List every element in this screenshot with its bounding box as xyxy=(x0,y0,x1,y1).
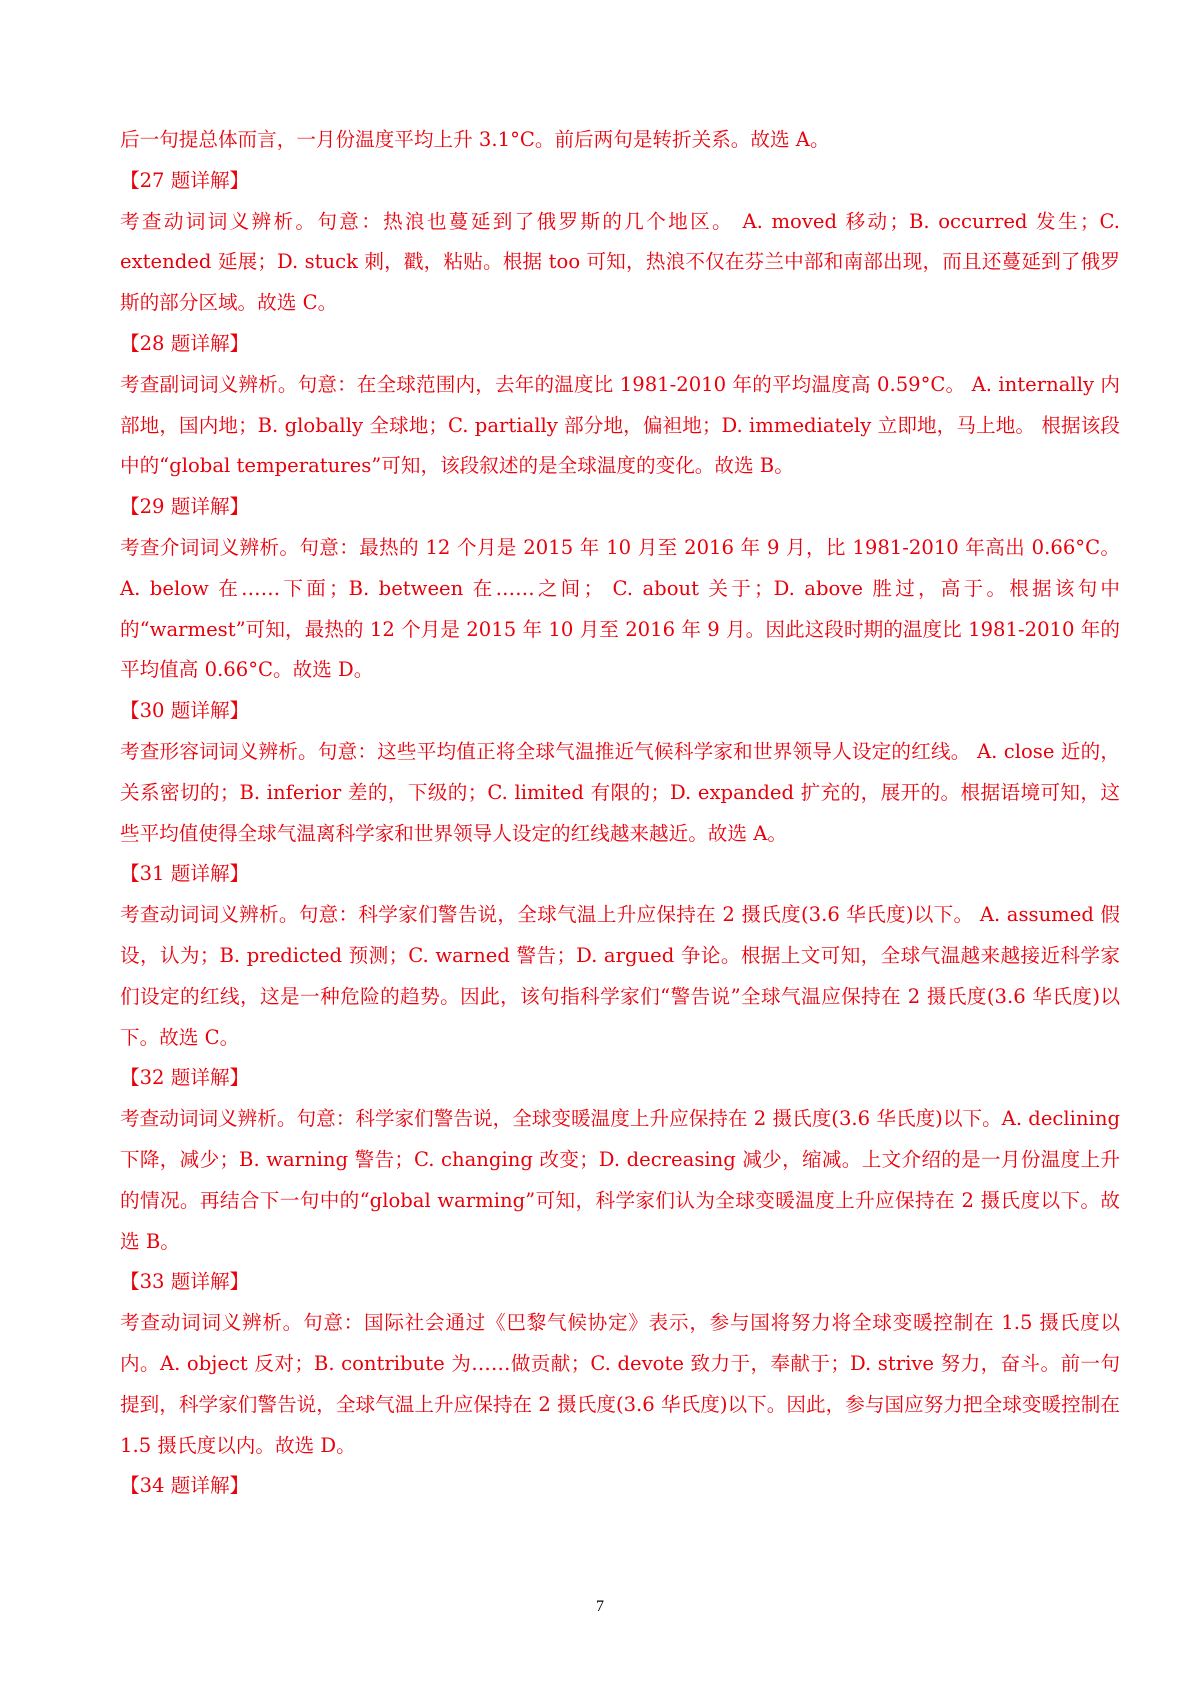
section-text: 考查动词词义辨析。句意：国际社会通过《巴黎气候协定》表示，参与国将努力将全球变暖控制在 1.5 摄氏度以内。A. object 反对；B. contribute 为……做贡献；C. devote 致力于，奉献于；D. strive 努力，奋斗。前一句提到，科学家们警告说，全球气温上升应保持在 2 摄氏度(3.6 华氏度)以下。因此，参与国应努力把全球变暖控制在 1.5 摄氏度以内。故选 D。 xyxy=(120,1311,1120,1457)
section-27 xyxy=(120,161,1120,324)
section-30 xyxy=(120,691,1120,854)
section-text: 考查介词词义辨析。句意：最热的 12 个月是 2015 年 10 月至 2016 年 9 月，比 1981-2010 年高出 0.66°C。 A. below 在……下面；B. between 在……之间； C. about 关于；D. above 胜过，高于。根据该句中的“warmest”可知，最热的 12 个月是 2015 年 10 月至 2016 年 9 月。因此这段时期的温度比 1981-2010 年的平均值高 0.66°C。故选 D。 xyxy=(120,535,1120,682)
section-heading: 【30 题详解】 xyxy=(120,699,250,723)
section-31 xyxy=(120,854,1120,1058)
section-heading: 【28 题详解】 xyxy=(120,331,250,355)
section-text: 考查副词词义辨析。句意：在全球范围内，去年的温度比 1981-2010 年的平均温度高 0.59°C。 A. internally 内部地，国内地；B. globally 全球地；C. partially 部分地，偏袒地；D. immediately 立即地，马上地。 根据该段中的“global temperatures”可知，该段叙述的是全球温度的变化。故选 B。 xyxy=(120,372,1120,478)
section-heading: 【33 题详解】 xyxy=(120,1270,250,1294)
section-heading: 【29 题详解】 xyxy=(120,495,250,519)
section-32 xyxy=(120,1058,1120,1262)
section-28 xyxy=(120,324,1120,487)
section-text: 考查形容词词义辨析。句意：这些平均值正将全球气温推近气候科学家和世界领导人设定的红线。 A. close 近的，关系密切的；B. inferior 差的，下级的；C. limited 有限的；D. expanded 扩充的，展开的。根据语境可知，这些平均值使得全球气温离科学家和世界领导人设定的红线越来越近。故选 A。 xyxy=(120,739,1120,845)
section-29 xyxy=(120,487,1120,691)
section-text: 考查动词词义辨析。句意：热浪也蔓延到了俄罗斯的几个地区。 A. moved 移动；B. occurred 发生；C. extended 延展；D. stuck 刺，戳，粘贴。根据 too 可知，热浪不仅在芬兰中部和南部出现，而且还蔓延到了俄罗斯的部分区域。故选 C。 xyxy=(120,209,1120,315)
page-number: 7 xyxy=(596,1598,604,1615)
section-heading: 【32 题详解】 xyxy=(120,1066,250,1090)
intro-paragraph: 后一句提总体而言，一月份温度平均上升 3.1°C。前后两句是转折关系。故选 A。 xyxy=(120,128,830,151)
section-heading: 【27 题详解】 xyxy=(120,168,250,192)
section-34 xyxy=(120,1466,1120,1507)
section-text: 考查动词词义辨析。句意：科学家们警告说，全球变暖温度上升应保持在 2 摄氏度(3.6 华氏度)以下。A. declining 下降，减少；B. warning 警告；C. changing 改变；D. decreasing 减少，缩减。上文介绍的是一月份温度上升的情况。再结合下一句中的“global warming”可知，科学家们认为全球变暖温度上升应保持在 2 摄氏度以下。故选 B。 xyxy=(120,1107,1120,1253)
page-content xyxy=(120,120,1120,1507)
section-heading: 【34 题详解】 xyxy=(120,1474,250,1498)
section-33 xyxy=(120,1262,1120,1466)
section-text: 考查动词词义辨析。句意：科学家们警告说，全球气温上升应保持在 2 摄氏度(3.6 华氏度)以下。 A. assumed 假设，认为；B. predicted 预测；C. warned 警告；D. argued 争论。根据上文可知，全球气温越来越接近科学家们设定的红线，这是一种危险的趋势。因此，该句指科学家们“警告说”全球气温应保持在 2 摄氏度(3.6 华氏度)以下。故选 C。 xyxy=(120,903,1120,1049)
section-heading: 【31 题详解】 xyxy=(120,862,250,886)
